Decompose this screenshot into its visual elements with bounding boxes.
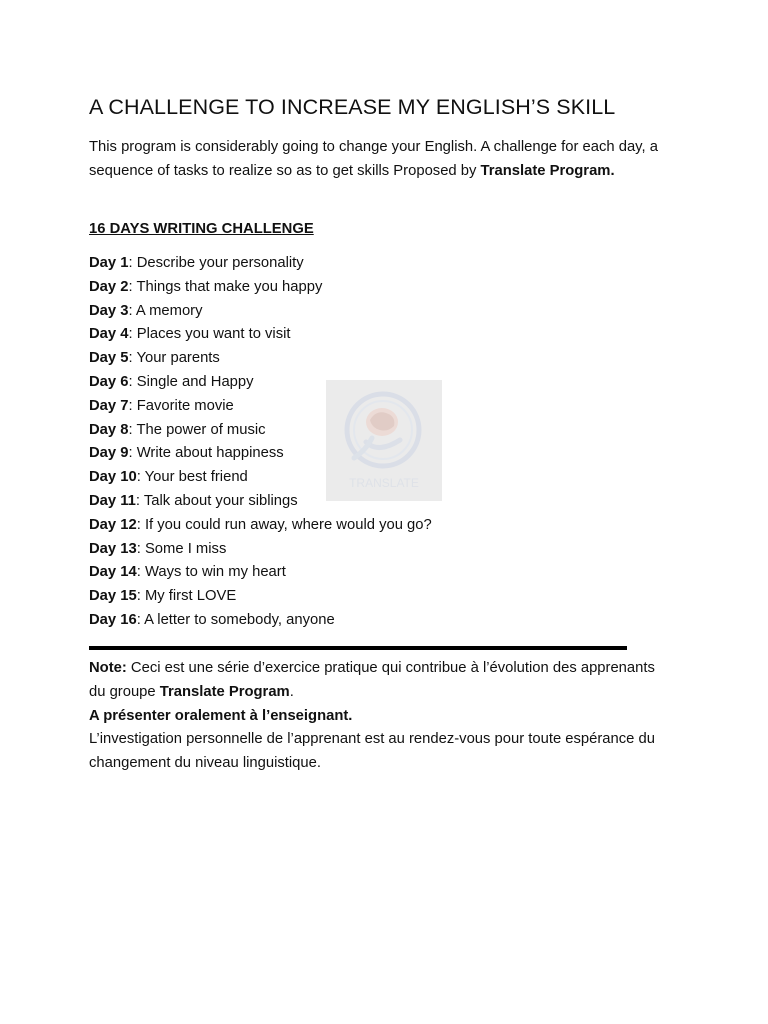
day-text: : If you could run away, where would you go?	[136, 516, 432, 533]
intro-paragraph	[89, 136, 664, 184]
watermark-text: TRANSLATE	[349, 476, 419, 490]
day-label: Day 1	[89, 255, 129, 271]
intro-text: This program is considerably going to change your English. A challenge for each day, a sequence of tasks to realize so as to get skills Proposed by	[89, 139, 658, 179]
note-period: .	[289, 683, 294, 700]
translate-logo-icon	[326, 380, 442, 501]
day-label: Day 10	[89, 469, 137, 486]
day-item	[89, 276, 432, 300]
day-label: Day 8	[89, 421, 129, 438]
day-label: Day 4	[89, 326, 129, 343]
day-label: Day 16	[89, 611, 137, 628]
day-item	[89, 323, 432, 347]
day-label: Day 15	[89, 588, 137, 605]
day-label: Day 2	[89, 278, 129, 295]
day-text: : Some I miss	[136, 540, 227, 557]
note-closing: L’investigation personnelle de l’apprenant est au rendez-vous pour toute espérance du changement du niveau linguistique.	[89, 731, 655, 772]
horizontal-divider	[89, 646, 627, 650]
day-label: Day 14	[89, 564, 137, 581]
day-text: : Places you want to visit	[128, 326, 291, 343]
day-item	[89, 252, 432, 276]
day-text: : A memory	[128, 302, 203, 319]
day-label: Day 9	[89, 445, 129, 462]
day-text: : Favorite movie	[128, 397, 234, 414]
watermark-logo	[326, 380, 442, 501]
day-text: : Single and Happy	[128, 373, 254, 390]
section-heading: 16 DAYS WRITING CHALLENGE	[89, 221, 314, 237]
note-emphasis-text: A présenter oralement à l’enseignant.	[89, 707, 353, 724]
day-item	[89, 538, 432, 562]
day-label: Day 3	[89, 302, 129, 319]
note-block	[89, 657, 664, 776]
day-text: : The power of music	[128, 421, 266, 438]
intro-program-name: Translate Program.	[480, 162, 615, 179]
day-label: Day 5	[89, 350, 129, 367]
note-emphasis	[89, 705, 664, 729]
day-item	[89, 585, 432, 609]
day-label: Day 7	[89, 397, 129, 414]
note-label: Note:	[89, 660, 127, 676]
day-text: : My first LOVE	[136, 588, 237, 605]
day-text: : Write about happiness	[128, 445, 284, 462]
day-item	[89, 514, 432, 538]
day-label: Day 12	[89, 516, 137, 533]
day-text: : Ways to win my heart	[136, 564, 286, 581]
day-text: : Talk about your siblings	[135, 492, 298, 509]
day-item	[89, 347, 432, 371]
note-text: Ceci est une série d’exercice pratique qui contribue à l’évolution des apprenants du groupe	[89, 660, 655, 700]
day-text: : Things that make you happy	[128, 278, 323, 295]
day-item	[89, 609, 432, 633]
day-label: Day 11	[89, 492, 136, 509]
day-item	[89, 561, 432, 585]
day-label: Day 13	[89, 540, 137, 557]
day-text: : Your parents	[128, 350, 220, 367]
note-paragraph	[89, 657, 664, 705]
day-text: : Describe your personality	[128, 255, 304, 271]
day-text: : A letter to somebody, anyone	[136, 611, 335, 628]
day-label: Day 6	[89, 373, 129, 390]
note-program-name: Translate Program	[159, 683, 290, 700]
day-item	[89, 300, 432, 324]
document-title: A CHALLENGE TO INCREASE MY ENGLISH’S SKILL	[89, 95, 616, 119]
day-text: : Your best friend	[136, 469, 248, 486]
